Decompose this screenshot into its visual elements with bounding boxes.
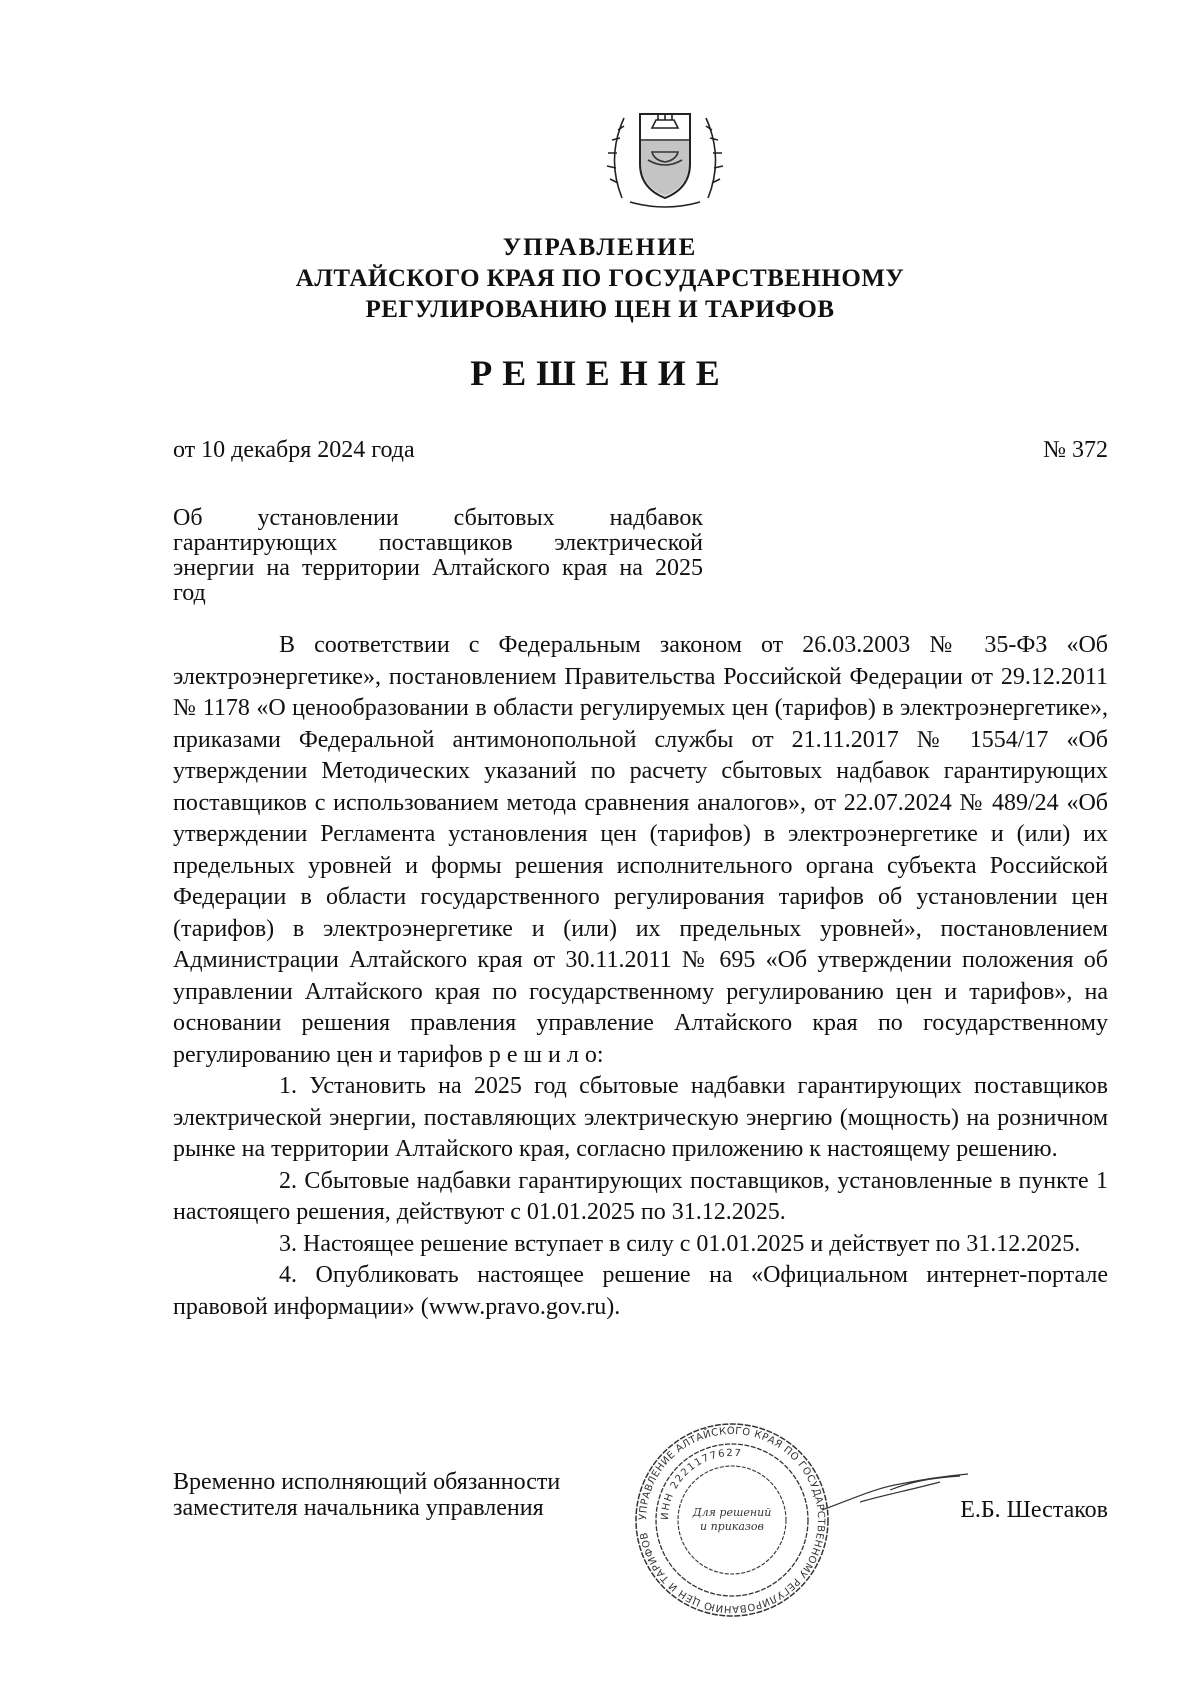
signatory-name: Е.Б. Шестаков <box>960 1497 1108 1523</box>
stamp-outer-text: УПРАВЛЕНИЕ АЛТАЙСКОГО КРАЯ ПО ГОСУДАРСТВЕННОМУ РЕГУЛИРОВАНИЮ ЦЕН И ТАРИФОВ <box>637 1425 827 1615</box>
decision-item-4: 4. Опубликовать настоящее решение на «Официальном интернет-портале правовой информации» (www.pravo.gov.ru). <box>173 1262 1108 1320</box>
coat-of-arms-icon <box>600 88 730 218</box>
stamp-center-line-2: и приказов <box>700 1520 764 1533</box>
decision-item-1: 1. Установить на 2025 год сбытовые надбавки гарантирующих поставщиков электрической энергии, поставляющих электрическую энергию (мощность) на розничном рынке на территории Алтайского края, согласно приложению к настоящему решению. <box>173 1073 1108 1162</box>
decision-item-3: 3. Настоящее решение вступает в силу с 01.01.2025 и действует по 31.12.2025. <box>279 1230 1081 1257</box>
stamp-inn-text: ИНН 2221177627 <box>659 1447 743 1521</box>
org-line-3: РЕГУЛИРОВАНИЮ ЦЕН И ТАРИФОВ <box>365 296 835 323</box>
signatory-position-line-1: Временно исполняющий обязанности <box>173 1469 561 1495</box>
org-line-1: УПРАВЛЕНИЕ <box>502 234 698 261</box>
document-body <box>173 630 1108 1323</box>
signatory-position-line-2: заместителя начальника управления <box>173 1495 544 1521</box>
org-line-2: АЛТАЙСКОГО КРАЯ ПО ГОСУДАРСТВЕННОМУ <box>295 265 905 292</box>
organization-name <box>0 232 1200 325</box>
document-number: № 372 <box>1043 437 1108 463</box>
handwritten-signature <box>820 1470 970 1520</box>
document-subject: Об установлении сбытовых надбавок гарантирующих поставщиков электрической энергии на территории Алтайского края на 2025 год <box>173 505 703 606</box>
signatory-position <box>173 1469 560 1521</box>
decision-item-2: 2. Сбытовые надбавки гарантирующих поставщиков, установленные в пункте 1 настоящего решения, действуют с 01.01.2025 по 31.12.2025. <box>173 1167 1108 1225</box>
document-date: от 10 декабря 2024 года <box>173 437 415 463</box>
stamp-center-line-1: Для решений <box>692 1506 772 1519</box>
preamble-paragraph: В соответствии с Федеральным законом от 26.03.2003 № 35-ФЗ «Об электроэнергетике», постановлением Правительства Российской Федерации от 29.12.2011 № 1178 «О ценообразовании в области регулируемых цен (тарифов) в электроэнергетике», приказами Федеральной антимонопольной службы от 21.11.2017 № 1554/17 «Об утверждении Методических указаний по расчету сбытовых надбавок гарантирующих поставщиков с использованием метода сравнения аналогов», от 22.07.2024 № 489/24 «Об утверждении Регламента установления цен (тарифов) в электроэнергетике и (или) их предельных уровней и формы решения исполнительного органа субъекта Российской Федерации в области государственного регулирования тарифов об установлении цен (тарифов) в электроэнергетике и (или) их предельных уровней», постановлением Администрации Алтайского края от 30.11.2011 № 695 «Об утверждении положения об управлении Алтайского края по государственному регулированию цен и тарифов», на основании решения правления управление Алтайского края по государственному регулированию цен и тарифов р е ш и л о: <box>173 632 1108 1068</box>
document-type-title: РЕШЕНИЕ <box>470 353 730 393</box>
official-stamp <box>632 1420 832 1620</box>
